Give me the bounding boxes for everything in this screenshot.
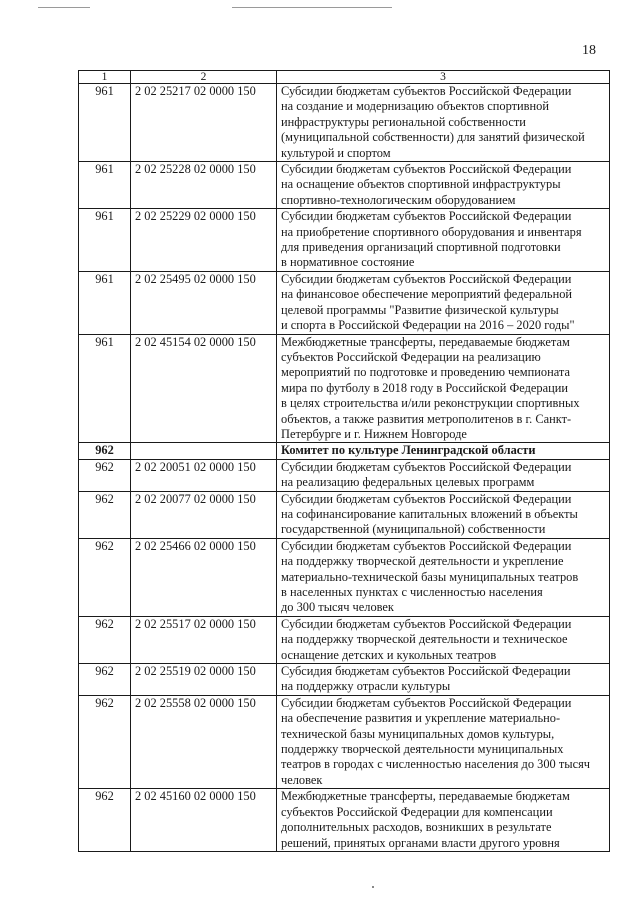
description-cell [277, 664, 610, 696]
description-line: Петербурге и г. Нижнем Новгороде [281, 426, 467, 441]
description-cell [277, 491, 610, 538]
description-line: на поддержку отрасли культуры [281, 679, 451, 694]
table-row [79, 695, 610, 788]
description-line: Межбюджетные трансферты, передаваемые бюджетам [281, 334, 570, 349]
description-line: в нормативное состояние [281, 255, 415, 270]
admin-code-cell: 962 [79, 695, 131, 788]
description-line: мероприятий по подготовке и проведению чемпионата [281, 365, 570, 380]
column-header: 3 [277, 71, 610, 84]
description-line: в целях строительства и/или реконструкции спортивных [281, 396, 580, 411]
description-line: государственной (муниципальной) собственности [281, 522, 546, 537]
description-line: для приведения организаций спортивной подготовки [281, 240, 561, 255]
description-line: материально-технической базы муниципальных театров [281, 569, 579, 584]
description-cell [277, 271, 610, 334]
description-line: на финансовое обеспечение мероприятий федеральной [281, 287, 573, 302]
description-cell [277, 334, 610, 443]
description-cell [277, 789, 610, 852]
description-line: и спорта в Российской Федерации на 2016 – 2020 годы" [281, 318, 575, 333]
description-line: культурой и спортом [281, 145, 391, 160]
admin-code-cell: 962 [79, 538, 131, 616]
description-cell [277, 162, 610, 209]
budget-code-cell: 2 02 25517 02 0000 150 [131, 616, 277, 663]
description-line: Субсидия бюджетам субъектов Российской Федерации [281, 664, 571, 679]
description-line: Субсидии бюджетам субъектов Российской Федерации [281, 271, 572, 286]
description-cell [277, 84, 610, 162]
description-line: решений, принятых органами власти другого уровня [281, 835, 560, 850]
description-line: на приобретение спортивного оборудования и инвентаря [281, 224, 582, 239]
budget-code-cell: 2 02 25229 02 0000 150 [131, 209, 277, 272]
admin-code-cell: 961 [79, 162, 131, 209]
description-cell [277, 209, 610, 272]
description-line: на обеспечение развития и укрепление материально- [281, 711, 561, 726]
description-line: Комитет по культуре Ленинградской области [281, 443, 536, 458]
description-line: спортивно-технологическим оборудованием [281, 192, 516, 207]
description-line: технической базы муниципальных домов культуры, [281, 726, 555, 741]
description-line: Субсидии бюджетам субъектов Российской Федерации [281, 459, 572, 474]
admin-code-cell: 961 [79, 209, 131, 272]
admin-code-cell: 962 [79, 789, 131, 852]
description-cell [277, 695, 610, 788]
description-line: на создание и модернизацию объектов спортивной [281, 99, 549, 114]
description-line: Субсидии бюджетам субъектов Российской Федерации [281, 695, 572, 710]
admin-code-cell: 961 [79, 334, 131, 443]
description-line: Субсидии бюджетам субъектов Российской Федерации [281, 209, 572, 224]
description-line: человек [281, 772, 323, 787]
table-row [79, 162, 610, 209]
table-body [79, 84, 610, 852]
description-line: поддержку творческой деятельности муниципальных [281, 742, 564, 757]
top-rule-left [38, 7, 90, 8]
column-header: 1 [79, 71, 131, 84]
description-line: на поддержку творческой деятельности и техническое [281, 632, 568, 647]
table-row [79, 538, 610, 616]
description-line: целевой программы "Развитие физической культуры [281, 302, 559, 317]
table-row [79, 209, 610, 272]
description-line: мира по футболу в 2018 году в Российской Федерации [281, 380, 568, 395]
description-line: оснащение детских и кукольных театров [281, 647, 497, 662]
description-line: Субсидии бюджетам субъектов Российской Федерации [281, 491, 572, 506]
description-line: Межбюджетные трансферты, передаваемые бюджетам [281, 789, 570, 804]
column-header: 2 [131, 71, 277, 84]
budget-code-cell: 2 02 25519 02 0000 150 [131, 664, 277, 696]
admin-code-cell: 962 [79, 664, 131, 696]
description-line: на реализацию федеральных целевых программ [281, 475, 535, 490]
table-row [79, 271, 610, 334]
section-title-cell [277, 443, 610, 459]
table-row [79, 334, 610, 443]
description-line: субъектов Российской Федерации для компенсации [281, 804, 553, 819]
description-line: объектов, а также развития метрополитенов в г. Санкт- [281, 411, 572, 426]
description-line: в населенных пунктах с численностью населения [281, 585, 543, 599]
description-cell [277, 616, 610, 663]
description-line: на оснащение объектов спортивной инфраструктуры [281, 177, 561, 192]
top-rule-middle [232, 7, 392, 8]
description-line: инфраструктуры региональной собственности [281, 114, 526, 129]
budget-code-cell: 2 02 45160 02 0000 150 [131, 789, 277, 852]
table-row [79, 664, 610, 696]
description-line: (муниципальной собственности) для занятий физической [281, 130, 585, 145]
description-line: Субсидии бюджетам субъектов Российской Федерации [281, 84, 572, 98]
budget-code-cell: 2 02 20077 02 0000 150 [131, 491, 277, 538]
section-row [79, 443, 610, 459]
budget-codes-table [78, 70, 610, 852]
description-line: на софинансирование капитальных вложений в объекты [281, 506, 578, 521]
scan-speck [372, 886, 374, 888]
description-line: субъектов Российской Федерации на реализацию [281, 349, 541, 364]
description-line: на поддержку творческой деятельности и укрепление [281, 554, 564, 569]
budget-code-cell: 2 02 20051 02 0000 150 [131, 459, 277, 491]
budget-code-cell: 2 02 25558 02 0000 150 [131, 695, 277, 788]
budget-code-cell: 2 02 25495 02 0000 150 [131, 271, 277, 334]
budget-code-cell: 2 02 25228 02 0000 150 [131, 162, 277, 209]
description-line: Субсидии бюджетам субъектов Российской Федерации [281, 538, 572, 553]
description-line: Субсидии бюджетам субъектов Российской Федерации [281, 616, 572, 631]
budget-code-cell: 2 02 25466 02 0000 150 [131, 538, 277, 616]
table-header-row [79, 71, 610, 84]
description-line: дополнительных расходов, возникших в результате [281, 820, 552, 835]
admin-code-cell: 961 [79, 84, 131, 162]
table-row [79, 616, 610, 663]
admin-code-cell: 962 [79, 459, 131, 491]
table-row [79, 789, 610, 852]
budget-code-cell: 2 02 45154 02 0000 150 [131, 334, 277, 443]
description-cell [277, 538, 610, 616]
table-row [79, 459, 610, 491]
admin-code-cell: 962 [79, 443, 131, 459]
admin-code-cell: 962 [79, 491, 131, 538]
budget-code-cell: 2 02 25217 02 0000 150 [131, 84, 277, 162]
page-number: 18 [582, 43, 596, 58]
admin-code-cell: 961 [79, 271, 131, 334]
table-row [79, 84, 610, 162]
description-cell [277, 459, 610, 491]
description-line: до 300 тысяч человек [281, 600, 394, 615]
budget-code-cell [131, 443, 277, 459]
table-row [79, 491, 610, 538]
admin-code-cell: 962 [79, 616, 131, 663]
description-line: театров в городах с численностью населения до 300 тысяч [281, 757, 590, 772]
description-line: Субсидии бюджетам субъектов Российской Федерации [281, 162, 572, 177]
